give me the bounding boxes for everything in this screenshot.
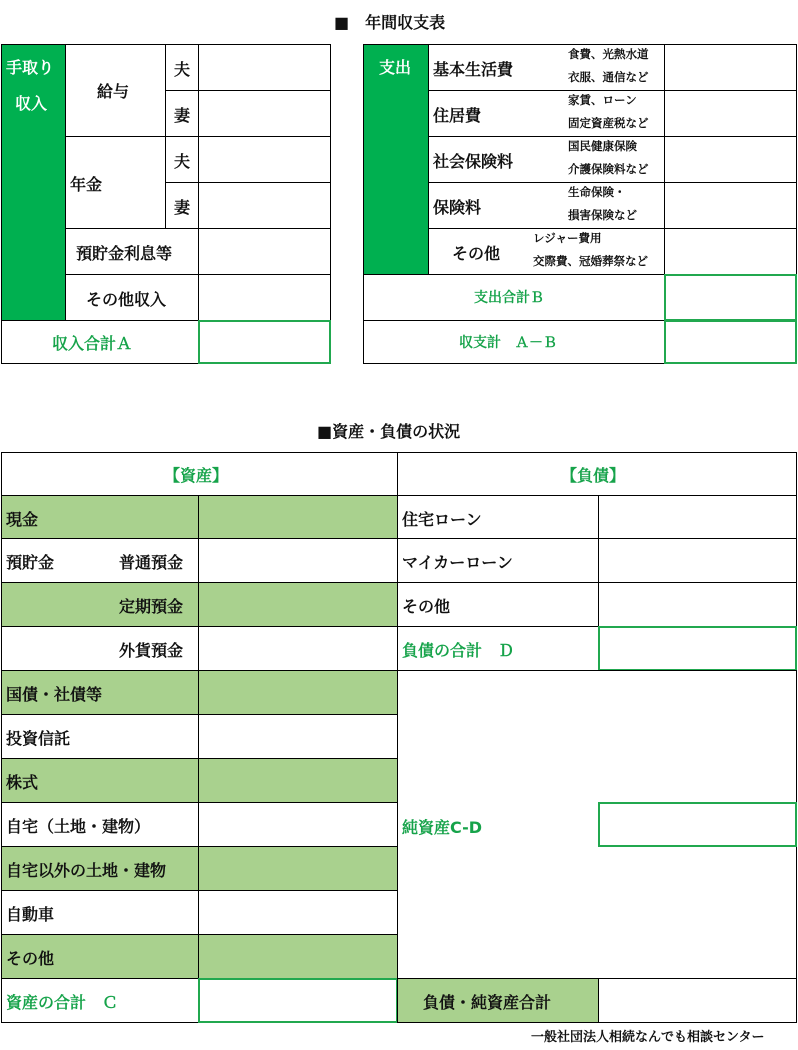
asset-cash-input[interactable] — [198, 495, 398, 539]
income-header-line1: 手取り — [6, 58, 55, 77]
expense-other-note1: レジャー費用 — [533, 231, 602, 245]
expense-social-input[interactable] — [664, 136, 797, 183]
asset-total-input[interactable] — [198, 978, 398, 1023]
grand-total-label: 負債・純資産合計 — [423, 993, 552, 1012]
expense-social-label: 社会保険料 — [433, 152, 514, 171]
expense-social-note1: 国民健康保険 — [568, 139, 637, 153]
expense-insurance-note2: 損害保険など — [568, 208, 637, 222]
asset-total-label: 資産の合計 Ｃ — [6, 993, 119, 1012]
income-statement-title: ■ 年間収支表 — [334, 13, 446, 32]
expense-insurance-label: 保険料 — [433, 198, 482, 217]
liabilities-header: 【負債】 — [561, 466, 626, 485]
expense-other-input[interactable] — [664, 228, 797, 275]
asset-savings-label: 預貯金 — [6, 553, 55, 572]
asset-ordinary-input[interactable] — [198, 538, 398, 583]
expense-social-note2: 介護保険料など — [568, 162, 649, 176]
expense-living-note1: 食費、光熱水道 — [568, 47, 649, 61]
liab-other-label: その他 — [402, 597, 451, 616]
assets-header: 【資産】 — [164, 466, 229, 485]
pension-husband-input[interactable] — [198, 136, 331, 183]
asset-cash-label: 現金 — [6, 510, 39, 529]
asset-other-label: その他 — [6, 949, 55, 968]
asset-foreign-input[interactable] — [198, 626, 398, 671]
expense-living-note2: 衣服、通信など — [568, 70, 649, 84]
asset-other-property-input[interactable] — [198, 846, 398, 891]
asset-funds-input[interactable] — [198, 714, 398, 759]
asset-foreign-label: 外貨預金 — [119, 641, 184, 660]
salary-wife-input[interactable] — [198, 90, 331, 137]
pension-label: 年金 — [70, 175, 103, 194]
liab-housing-label: 住宅ローン — [402, 510, 482, 529]
expense-insurance-input[interactable] — [664, 182, 797, 229]
asset-other-property-label: 自宅以外の土地・建物 — [6, 861, 167, 880]
salary-wife-label: 妻 — [174, 106, 191, 125]
liab-car-label: マイカーローン — [402, 553, 513, 572]
net-assets-input[interactable] — [598, 802, 797, 847]
liab-total-label: 負債の合計 Ｄ — [402, 641, 515, 660]
expense-insurance-note1: 生命保険・ — [568, 185, 626, 199]
expense-housing-label: 住居費 — [433, 106, 482, 125]
expense-total-input[interactable] — [664, 274, 797, 321]
salary-husband-label: 夫 — [174, 60, 191, 79]
liab-car-input[interactable] — [598, 538, 797, 583]
balance-sheet-title: ■資産・負債の状況 — [317, 422, 461, 441]
liab-other-input[interactable] — [598, 582, 797, 627]
asset-bonds-input[interactable] — [198, 670, 398, 715]
pension-husband-label: 夫 — [174, 152, 191, 171]
other-income-input[interactable] — [198, 274, 331, 321]
salary-husband-input[interactable] — [198, 44, 331, 91]
expense-housing-note2: 固定資産税など — [568, 116, 649, 130]
liab-housing-input[interactable] — [598, 495, 797, 539]
other-income-label: その他収入 — [86, 290, 167, 309]
asset-bonds-label: 国債・社債等 — [6, 685, 103, 704]
asset-home-input[interactable] — [198, 802, 398, 847]
interest-label: 預貯金利息等 — [76, 244, 173, 263]
expense-other-label: その他 — [452, 244, 501, 263]
expense-housing-note1: 家賃、ローン — [568, 93, 637, 107]
income-total-label: 収入合計Ａ — [52, 334, 133, 353]
net-assets-label: 純資産C-D — [402, 818, 483, 837]
asset-funds-label: 投資信託 — [6, 729, 71, 748]
salary-label: 給与 — [97, 82, 130, 101]
expense-housing-input[interactable] — [664, 90, 797, 137]
asset-fixed-label: 定期預金 — [119, 597, 184, 616]
income-header-cell — [1, 44, 66, 321]
asset-fixed-input[interactable] — [198, 582, 398, 627]
expense-living-label: 基本生活費 — [433, 60, 514, 79]
expense-living-input[interactable] — [664, 44, 797, 91]
asset-car-label: 自動車 — [6, 905, 55, 924]
asset-other-input[interactable] — [198, 934, 398, 979]
expense-header: 支出 — [379, 58, 412, 77]
asset-stocks-label: 株式 — [6, 773, 39, 792]
asset-home-label: 自宅（土地・建物） — [6, 817, 151, 836]
expense-header-cell — [363, 44, 429, 275]
balance-label: 収支計 Ａ－Ｂ — [459, 335, 557, 351]
liab-total-input[interactable] — [598, 626, 797, 671]
income-total-input[interactable] — [198, 320, 331, 364]
pension-wife-label: 妻 — [174, 198, 191, 217]
asset-car-input[interactable] — [198, 890, 398, 935]
balance-input[interactable] — [664, 320, 797, 364]
income-header-line2: 収入 — [15, 94, 48, 113]
asset-stocks-input[interactable] — [198, 758, 398, 803]
interest-input[interactable] — [198, 228, 331, 275]
footer-organization: 一般社団法人相続なんでも相談センター — [531, 1030, 765, 1045]
pension-wife-input[interactable] — [198, 182, 331, 229]
asset-ordinary-label: 普通預金 — [119, 553, 184, 572]
expense-other-note2: 交際費、冠婚葬祭など — [533, 254, 648, 268]
grand-total-input[interactable] — [598, 978, 797, 1023]
expense-total-label: 支出合計Ｂ — [474, 290, 544, 306]
